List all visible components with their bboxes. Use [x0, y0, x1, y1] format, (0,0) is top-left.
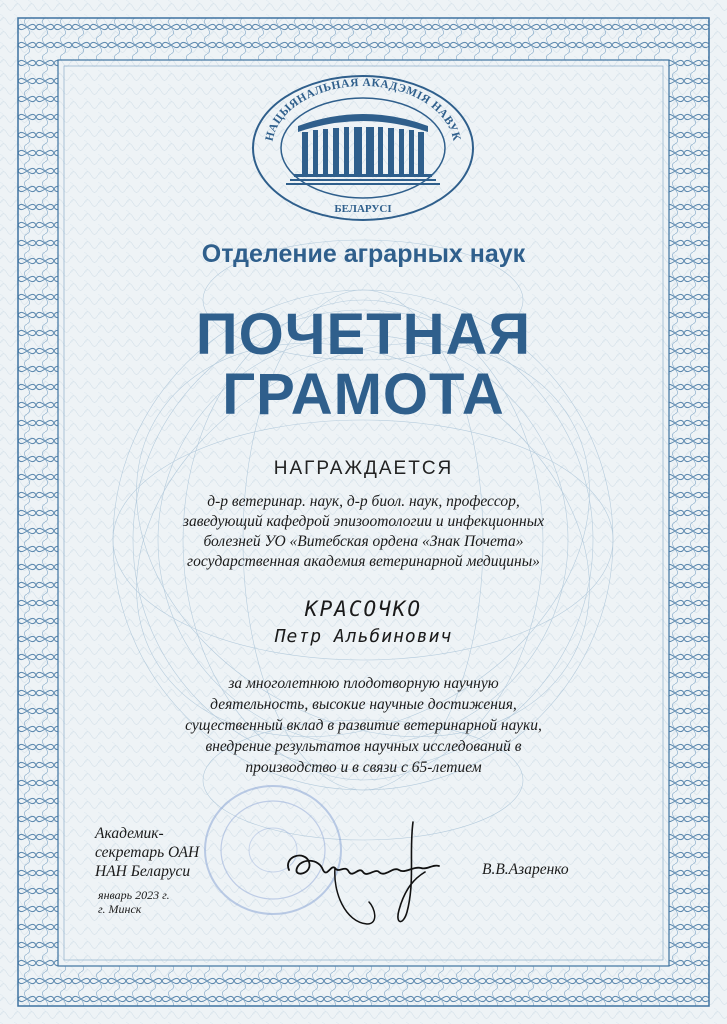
reason-line: производство и в связи с 65-летием — [245, 759, 482, 776]
signatory-title-line: секретарь ОАН — [95, 844, 200, 861]
signatory-title — [95, 824, 199, 881]
description-line: д-р ветеринар. наук, д-р биол. наук, профессор, — [207, 493, 520, 510]
issue-place: г. Минск — [98, 902, 142, 916]
certificate-title-line2: ГРАМОТА — [222, 362, 505, 427]
reason-line: за многолетнюю плодотворную научную — [228, 675, 499, 692]
recipient-given-name: Петр Альбинович — [274, 626, 453, 647]
awarded-label: НАГРАЖДАЕТСЯ — [273, 458, 454, 479]
award-reason — [110, 673, 617, 778]
description-line: заведующий кафедрой эпизоотологии и инфекционных — [182, 513, 545, 530]
certificate-title-line1: ПОЧЕТНАЯ — [195, 302, 532, 367]
reason-line: существенный вклад в развитие ветеринарной науки, — [185, 717, 542, 734]
issue-date: январь 2023 г. — [98, 888, 170, 902]
recipient-description — [100, 492, 627, 572]
academy-emblem — [250, 72, 476, 222]
svg-text:НАЦЫЯНАЛЬНАЯ АКАДЭМІЯ НАВУК — [264, 77, 463, 143]
department-name: Отделение аграрных наук — [201, 240, 526, 268]
emblem-top-text: НАЦЫЯНАЛЬНАЯ АКАДЭМІЯ НАВУК — [263, 76, 463, 143]
reason-line: деятельность, высокие научные достижения, — [210, 696, 517, 713]
recipient-surname: КРАСОЧКО — [304, 597, 423, 621]
description-line: государственная академия ветеринарной медицины» — [187, 553, 540, 570]
emblem-bottom-text: БЕЛАРУСІ — [334, 203, 392, 215]
description-line: болезней УО «Витебская ордена «Знак Почета» — [203, 533, 524, 550]
reason-line: внедрение результатов научных исследований в — [205, 738, 522, 755]
academy-building-icon — [286, 114, 440, 185]
handwritten-signature — [275, 812, 450, 937]
issue-info — [98, 888, 170, 916]
signatory-title-line: Академик- — [95, 825, 164, 842]
signatory-title-line: НАН Беларуси — [95, 863, 191, 880]
signatory-name: В.В.Азаренко — [482, 861, 569, 878]
